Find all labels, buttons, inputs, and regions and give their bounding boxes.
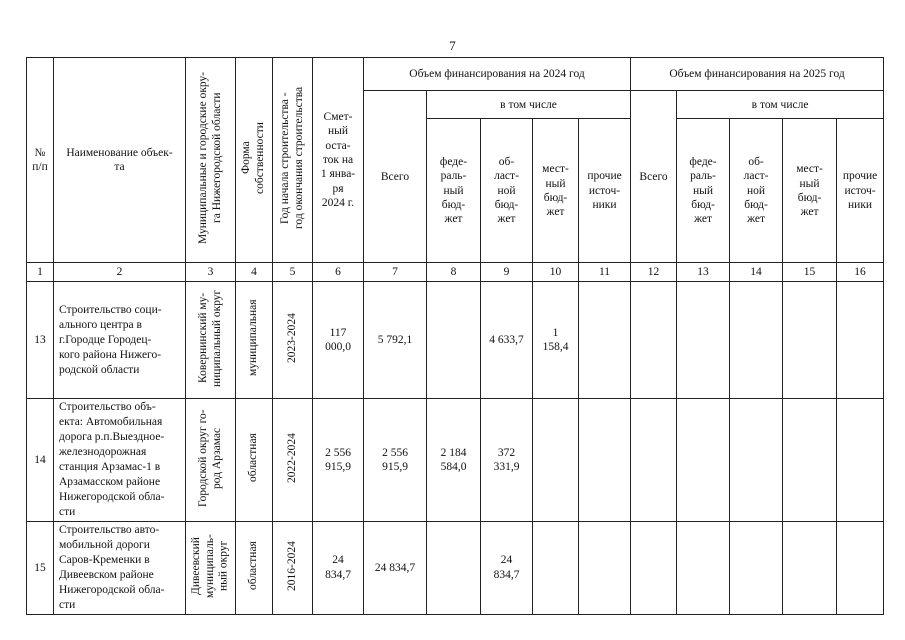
estimate: 117 000,0 — [313, 282, 364, 399]
other-2025 — [837, 521, 884, 614]
federal-2024: 2 184 584,0 — [427, 399, 481, 522]
header-municipality — [186, 58, 236, 263]
header-other-2024: прочие источ- ники — [579, 119, 631, 263]
header-total-2025: Всего — [631, 91, 677, 263]
other-2024 — [579, 399, 631, 522]
municipality — [186, 521, 236, 614]
estimate: 2 556 915,9 — [313, 399, 364, 522]
local-2025 — [783, 521, 837, 614]
header-ownership — [236, 58, 273, 263]
column-number: 11 — [579, 263, 631, 282]
column-number: 6 — [313, 263, 364, 282]
ownership-text: областная — [247, 541, 260, 590]
regional-2024: 24 834,7 — [481, 521, 533, 614]
total-2025 — [631, 282, 677, 399]
header-years-text: Год начала строительства - год окончания строительства — [278, 86, 305, 230]
header-object-name: Наименование объек- та — [54, 58, 186, 263]
financing-table — [26, 57, 884, 615]
object-name: Строительство соци- ального центра в г.Городце Городец- кого района Нижего- родской области — [54, 282, 186, 399]
column-number: 14 — [730, 263, 783, 282]
local-2025 — [783, 282, 837, 399]
ownership — [236, 399, 273, 522]
row-number: 14 — [27, 399, 54, 522]
other-2024 — [579, 282, 631, 399]
years-text: 2016-2024 — [285, 540, 298, 591]
ownership-text: областная — [247, 433, 260, 483]
other-2025 — [837, 282, 884, 399]
regional-2025 — [730, 399, 783, 522]
header-years — [273, 58, 313, 263]
header-including-2025: в том числе — [677, 91, 884, 119]
federal-2025 — [677, 521, 730, 614]
header-local-2025: мест- ный бюд- жет — [783, 119, 837, 263]
column-number: 15 — [783, 263, 837, 282]
federal-2025 — [677, 282, 730, 399]
regional-2025 — [730, 521, 783, 614]
column-number: 9 — [481, 263, 533, 282]
table-row — [27, 521, 884, 614]
header-financing-2025: Объем финансирования на 2025 год — [631, 58, 884, 91]
header-number: № п/п — [27, 58, 54, 263]
header-regional-2024: об- ласт- ной бюд- жет — [481, 119, 533, 263]
header-including-2024: в том числе — [427, 91, 631, 119]
total-2024: 2 556 915,9 — [364, 399, 427, 522]
local-2024: 1 158,4 — [533, 282, 579, 399]
municipality — [186, 399, 236, 522]
header-regional-2025: об- ласт- ной бюд- жет — [730, 119, 783, 263]
column-number: 1 — [27, 263, 54, 282]
regional-2025 — [730, 282, 783, 399]
estimate: 24 834,7 — [313, 521, 364, 614]
header-financing-2024: Объем финансирования на 2024 год — [364, 58, 631, 91]
local-2024 — [533, 399, 579, 522]
table-row — [27, 282, 884, 399]
ownership-text: муниципальная — [247, 299, 260, 377]
page-number: 7 — [449, 38, 456, 53]
federal-2025 — [677, 399, 730, 522]
column-number: 16 — [837, 263, 884, 282]
other-2024 — [579, 521, 631, 614]
header-row-1 — [27, 58, 884, 91]
column-number: 12 — [631, 263, 677, 282]
table-row — [27, 399, 884, 522]
local-2024 — [533, 521, 579, 614]
total-2025 — [631, 399, 677, 522]
object-name: Строительство авто- мобильной дороги Саров-Кременки в Дивеевском районе Нижегородской обла- сти — [54, 521, 186, 614]
column-number: 4 — [236, 263, 273, 282]
years-text: 2022-2024 — [285, 433, 298, 483]
local-2025 — [783, 399, 837, 522]
municipality-text: Городской округ го- род Арзамас — [196, 409, 223, 507]
years — [273, 521, 313, 614]
header-ownership-text: Форма собственности — [240, 122, 266, 194]
total-2024: 5 792,1 — [364, 282, 427, 399]
row-number: 15 — [27, 521, 54, 614]
row-number: 13 — [27, 282, 54, 399]
regional-2024: 372 331,9 — [481, 399, 533, 522]
municipality-text: Ковернинский му- ниципальный округ — [196, 289, 223, 387]
object-name: Строительство объ- екта: Автомобильная дорога р.п.Выездное- железнодорожная станция Арзамас-1 в Арзамасском районе Нижегородской обла- сти — [54, 399, 186, 522]
header-local-2024: мест- ный бюд- жет — [533, 119, 579, 263]
municipality-text: Дивеевский муниципаль- ный округ — [189, 533, 230, 598]
years — [273, 282, 313, 399]
column-number: 13 — [677, 263, 730, 282]
column-number: 2 — [54, 263, 186, 282]
federal-2024 — [427, 521, 481, 614]
ownership — [236, 282, 273, 399]
years — [273, 399, 313, 522]
header-estimate: Смет- ный оста- ток на 1 янва- ря 2024 г. — [313, 58, 364, 263]
header-other-2025: прочие источ- ники — [837, 119, 884, 263]
total-2025 — [631, 521, 677, 614]
column-number: 10 — [533, 263, 579, 282]
ownership — [236, 521, 273, 614]
other-2025 — [837, 399, 884, 522]
column-number: 5 — [273, 263, 313, 282]
header-total-2024: Всего — [364, 91, 427, 263]
column-number: 7 — [364, 263, 427, 282]
total-2024: 24 834,7 — [364, 521, 427, 614]
regional-2024: 4 633,7 — [481, 282, 533, 399]
header-municipality-text: Муниципальные и городские окру- га Нижегородской области — [196, 71, 223, 245]
column-number-row — [27, 263, 884, 282]
federal-2024 — [427, 282, 481, 399]
years-text: 2023-2024 — [285, 313, 298, 364]
header-federal-2025: феде- раль- ный бюд- жет — [677, 119, 730, 263]
column-number: 8 — [427, 263, 481, 282]
header-federal-2024: феде- раль- ный бюд- жет — [427, 119, 481, 263]
column-number: 3 — [186, 263, 236, 282]
municipality — [186, 282, 236, 399]
